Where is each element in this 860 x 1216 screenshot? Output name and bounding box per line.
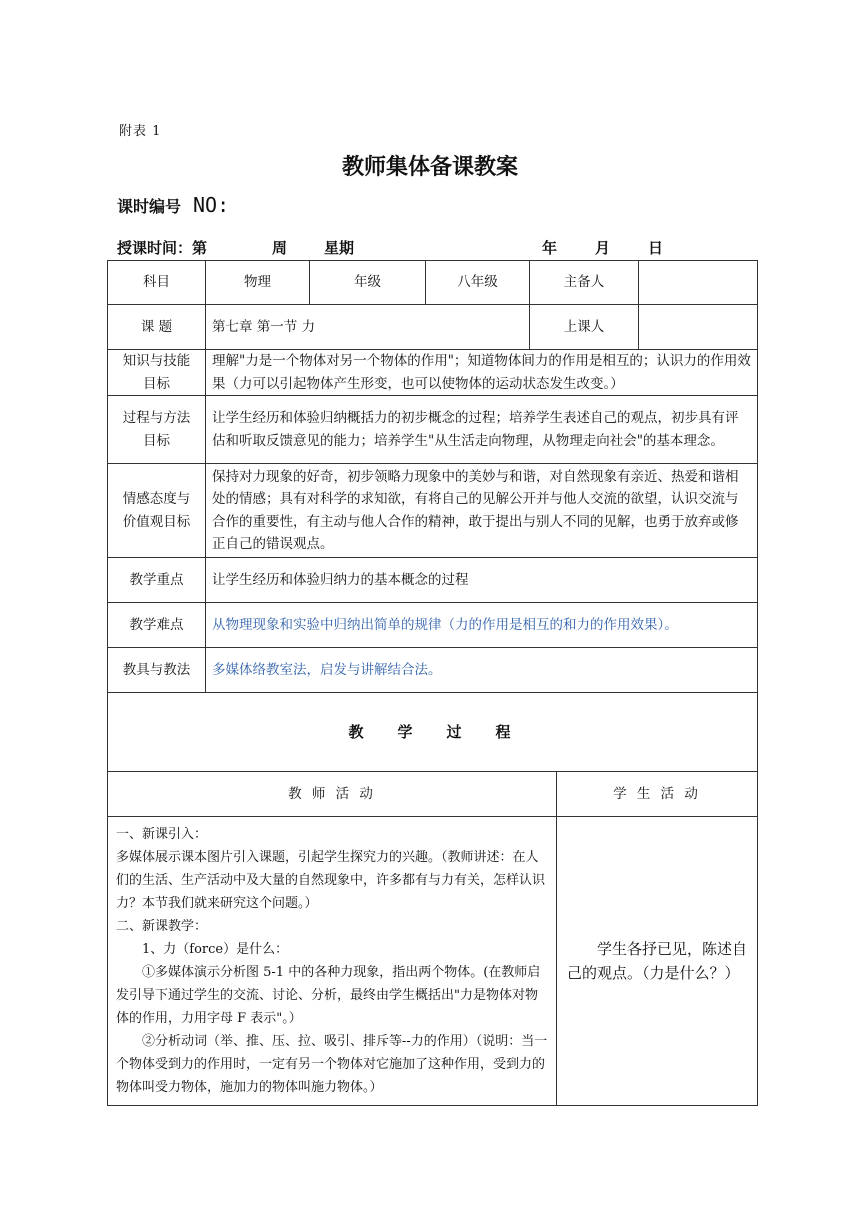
subject-value: 物理 xyxy=(206,261,310,305)
teaching-time-row xyxy=(117,237,757,259)
info-row-2 xyxy=(108,305,758,350)
goal-row-process xyxy=(108,396,758,464)
goal-text: 理解"力是一个物体对另一个物体的作用"；知道物体间力的作用是相互的；认识力的作用效果（力可以引起物体产生形变，也可以使物体的运动状态发生改变。） xyxy=(206,350,758,396)
teacher-activity-header: 教 师 活 动 xyxy=(108,772,557,817)
lesson-plan-table xyxy=(107,260,758,1106)
lesson-number-label: 课时编号 xyxy=(117,197,182,216)
topic-label: 课 题 xyxy=(108,305,206,350)
activity-header-row xyxy=(108,772,758,817)
preparer-value xyxy=(639,261,758,305)
goal-label: 过程与方法 目标 xyxy=(108,396,206,464)
difficulty-text: 从物理现象和实验中归纳出简单的规律（力的作用是相互的和力的作用效果）。 xyxy=(206,603,758,648)
appendix-label: 附表 1 xyxy=(119,124,162,139)
teacher-activity-line: 一、新课引入： xyxy=(116,827,208,842)
goal-row-knowledge xyxy=(108,350,758,396)
goal-text: 保持对力现象的好奇，初步领略力现象中的美妙与和谐，对自然现象有亲近、热爱和谐相处的情感；具有对科学的求知欲，有将自己的见解公开并与他人交流的欲望，认识交流与合作的重要性，有主动与他人合作的精神，敢于提出与别人不同的见解，也勇于放弃或修正自己的错误观点。 xyxy=(206,464,758,558)
year-label: 年 xyxy=(542,239,558,257)
month-label: 月 xyxy=(595,239,611,257)
difficulty-row xyxy=(108,603,758,648)
info-row-1 xyxy=(108,261,758,305)
document-title: 教师集体备课教案 xyxy=(341,155,518,180)
topic-value: 第七章 第一节 力 xyxy=(206,305,530,350)
teacher-activity xyxy=(108,817,557,1106)
process-title: 教 学 过 程 xyxy=(108,693,758,772)
teacher-label: 上课人 xyxy=(530,305,639,350)
teacher-activity-line: 多媒体展示课本图片引入课题，引起学生探究力的兴趣。（教师讲述：在人们的生活、生产活动中及大量的自然现象中，许多都有与力有关，怎样认识力？本节我们就来研究这个问题。） xyxy=(116,850,546,911)
lesson-number xyxy=(117,193,229,217)
preparer-label: 主备人 xyxy=(530,261,639,305)
goal-text: 让学生经历和体验归纳概括力的初步概念的过程；培养学生表述自己的观点，初步具有评估和听取反馈意见的能力；培养学生"从生活走向物理，从物理走向社会"的基本理念。 xyxy=(206,396,758,464)
goal-label: 情感态度与 价值观目标 xyxy=(108,464,206,558)
teacher-activity-line: ②分析动词（举、推、压、拉、吸引、排斥等--力的作用）（说明：当一个物体受到力的作用时，一定有另一个物体对它施加了这种作用，受到力的物体叫受力物体，施加力的物体叫施力物体。） xyxy=(116,1034,548,1095)
difficulty-label: 教学难点 xyxy=(108,603,206,648)
weekday-label: 星期 xyxy=(324,239,355,257)
method-text: 多媒体络教室法，启发与讲解结合法。 xyxy=(206,648,758,693)
day-label: 日 xyxy=(648,239,664,257)
goal-row-attitude xyxy=(108,464,758,558)
lesson-number-value: NO: xyxy=(193,193,230,217)
week-label: 周 xyxy=(272,239,288,257)
activity-row xyxy=(108,817,758,1106)
teacher-value xyxy=(639,305,758,350)
key-point-label: 教学重点 xyxy=(108,558,206,603)
key-point-text: 让学生经历和体验归纳力的基本概念的过程 xyxy=(206,558,758,603)
process-title-row xyxy=(108,693,758,772)
key-point-row xyxy=(108,558,758,603)
grade-label: 年级 xyxy=(310,261,426,305)
goal-label: 知识与技能 目标 xyxy=(108,350,206,396)
grade-value: 八年级 xyxy=(426,261,530,305)
teaching-time-label: 授课时间：第 xyxy=(117,239,208,257)
teacher-activity-line: ①多媒体演示分析图 5-1 中的各种力现象，指出两个物体。(在教师启发引导下通过学生的交流、讨论、分析，最终由学生概括出"力是物体对物体的作用，力用字母 F 表示"。） xyxy=(116,965,541,1026)
teacher-activity-line: 二、新课教学： xyxy=(116,919,208,934)
student-activity-header: 学 生 活 动 xyxy=(557,772,758,817)
teacher-activity-line: 1、力（force）是什么： xyxy=(142,942,289,957)
subject-label: 科目 xyxy=(108,261,206,305)
student-activity xyxy=(557,817,758,1106)
method-label: 教具与教法 xyxy=(108,648,206,693)
method-row xyxy=(108,648,758,693)
student-activity-text: 学生各抒已见，陈述自己的观点。（力是什么？） xyxy=(567,940,748,982)
